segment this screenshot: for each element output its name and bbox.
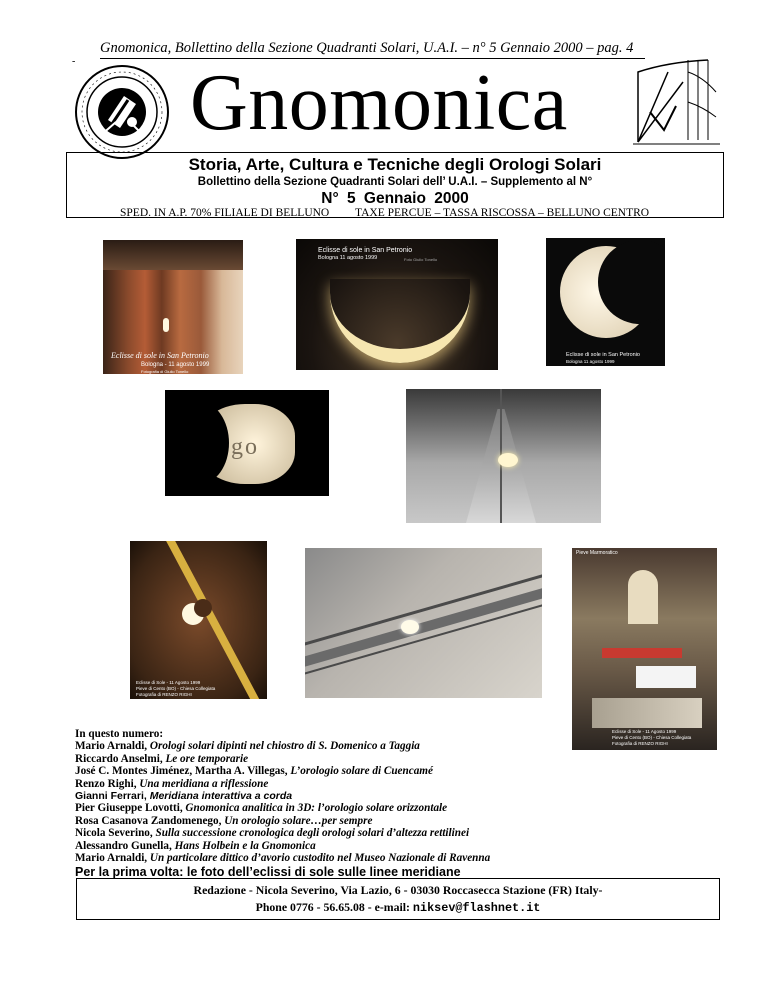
bulletin-line: Bollettino della Sezione Quadranti Solari dell’ U.A.I. – Supplemento al N° xyxy=(197,176,593,188)
photo6-caption: Eclisse di Sole - 11 Agosto 1999 xyxy=(136,680,201,685)
toc-item: Gianni Ferrari, Meridiana interattiva a corda xyxy=(75,790,293,803)
photo3-caption: Eclisse di sole in San Petronio xyxy=(566,352,640,358)
shipping-line xyxy=(120,207,670,219)
photo1-credit: Fotografia di Giulio Tonello xyxy=(141,369,189,374)
photo8-credit: Fotografia di RENZO RIGHI xyxy=(612,741,668,746)
photo-crescent-large xyxy=(546,238,665,366)
email-link[interactable]: niksev@flashnet.it xyxy=(412,901,541,915)
editorial-contact: Phone 0776 - 56.65.08 - e-mail: niksev@flashnet.it xyxy=(255,900,541,915)
toc-item: Renzo Righi, Una meridiana a riflessione xyxy=(75,777,269,790)
photo6-credit: Fotografia di RENZO RIGHI xyxy=(136,692,192,697)
toc-item: Alessandro Gunella, Hans Holbein e la Gnomonica xyxy=(75,839,316,852)
toc-heading: In questo numero: xyxy=(75,728,164,740)
photo-gold-meridian xyxy=(130,541,267,699)
photo4-floor-text: go xyxy=(231,434,259,460)
photo2-caption: Eclisse di sole in San Petronio xyxy=(318,247,413,254)
shipping-left: SPED. IN A.P. 70% FILIALE DI BELLUNO xyxy=(120,207,330,219)
toc-item: Nicola Severino, Sulla successione cronologica degli orologi solari d’altezza rettilinei xyxy=(75,827,470,840)
toc-promo: Per la prima volta: le foto dell’eclissi di sole sulle linee meridiane xyxy=(75,865,461,880)
photo2-credit: Foto Giulio Tonello xyxy=(404,257,438,262)
photo-crescent-dark xyxy=(296,239,498,370)
photo-altar-chapel xyxy=(572,548,717,750)
photo1-date: Bologna - 11 agosto 1999 xyxy=(141,362,210,368)
toc-item: Mario Arnaldi, Orologi solari dipinti nel chiostro di S. Domenico a Taggia xyxy=(75,740,420,753)
photo-eclipse-engraving xyxy=(165,390,329,496)
masthead-subtitle: Storia, Arte, Cultura e Tecniche degli Orologi Solari xyxy=(188,155,602,174)
photo8-title: Pieve Marmoratico xyxy=(576,550,618,556)
sundial-icon xyxy=(628,52,724,148)
shipping-right: TAXE PERCUE – TASSA RISCOSSA – BELLUNO CENTRO xyxy=(355,207,650,219)
photo2-date: Bologna 11 agosto 1999 xyxy=(318,255,378,261)
header-marker: - xyxy=(72,56,76,67)
toc-item: Pier Giuseppe Lovotti, Gnomonica analitica in 3D: l’orologio solare orizzontale xyxy=(75,802,448,815)
photo3-date: Bologna 11 agosto 1999 xyxy=(566,359,615,364)
photo-meridian-floor xyxy=(406,389,601,523)
toc-item: Mario Arnaldi, Un particolare dittico d’avorio custodito nel Museo Nazionale di Ravenna xyxy=(75,852,491,865)
editorial-box xyxy=(76,878,720,920)
editorial-address: Redazione - Nicola Severino, Via Lazio, 6 - 03030 Roccasecca Stazione (FR) Italy- xyxy=(193,883,603,897)
photo-marble-floor xyxy=(305,548,542,698)
issue-number: N° 5 Gennaio 2000 xyxy=(321,190,469,207)
photo8-place: Pieve di Cento (BO) - Chiesa Collegiata xyxy=(612,735,692,740)
photo8-caption: Eclisse di Sole - 11 Agosto 1999 xyxy=(612,729,677,734)
photo1-caption: Eclisse di sole in San Petronio xyxy=(111,351,209,360)
masthead-title: Gnomonica xyxy=(190,59,568,147)
uai-logo-icon xyxy=(72,62,172,162)
running-header: Gnomonica, Bollettino della Sezione Quadranti Solari, U.A.I. – n° 5 Gennaio 2000 – pag. 4 xyxy=(100,40,634,56)
toc-item: José C. Montes Jiménez, Martha A. Villegas, L’orologio solare di Cuencamé xyxy=(75,765,433,778)
toc-item: Rosa Casanova Zandomenego, Un orologio solare…per sempre xyxy=(75,814,373,827)
photo6-place: Pieve di Cento (BO) - Chiesa Collegiata xyxy=(136,686,216,691)
photo-san-petronio-column xyxy=(103,240,243,374)
table-of-contents xyxy=(75,728,555,880)
toc-item: Riccardo Anselmi, Le ore temporarie xyxy=(75,752,249,765)
